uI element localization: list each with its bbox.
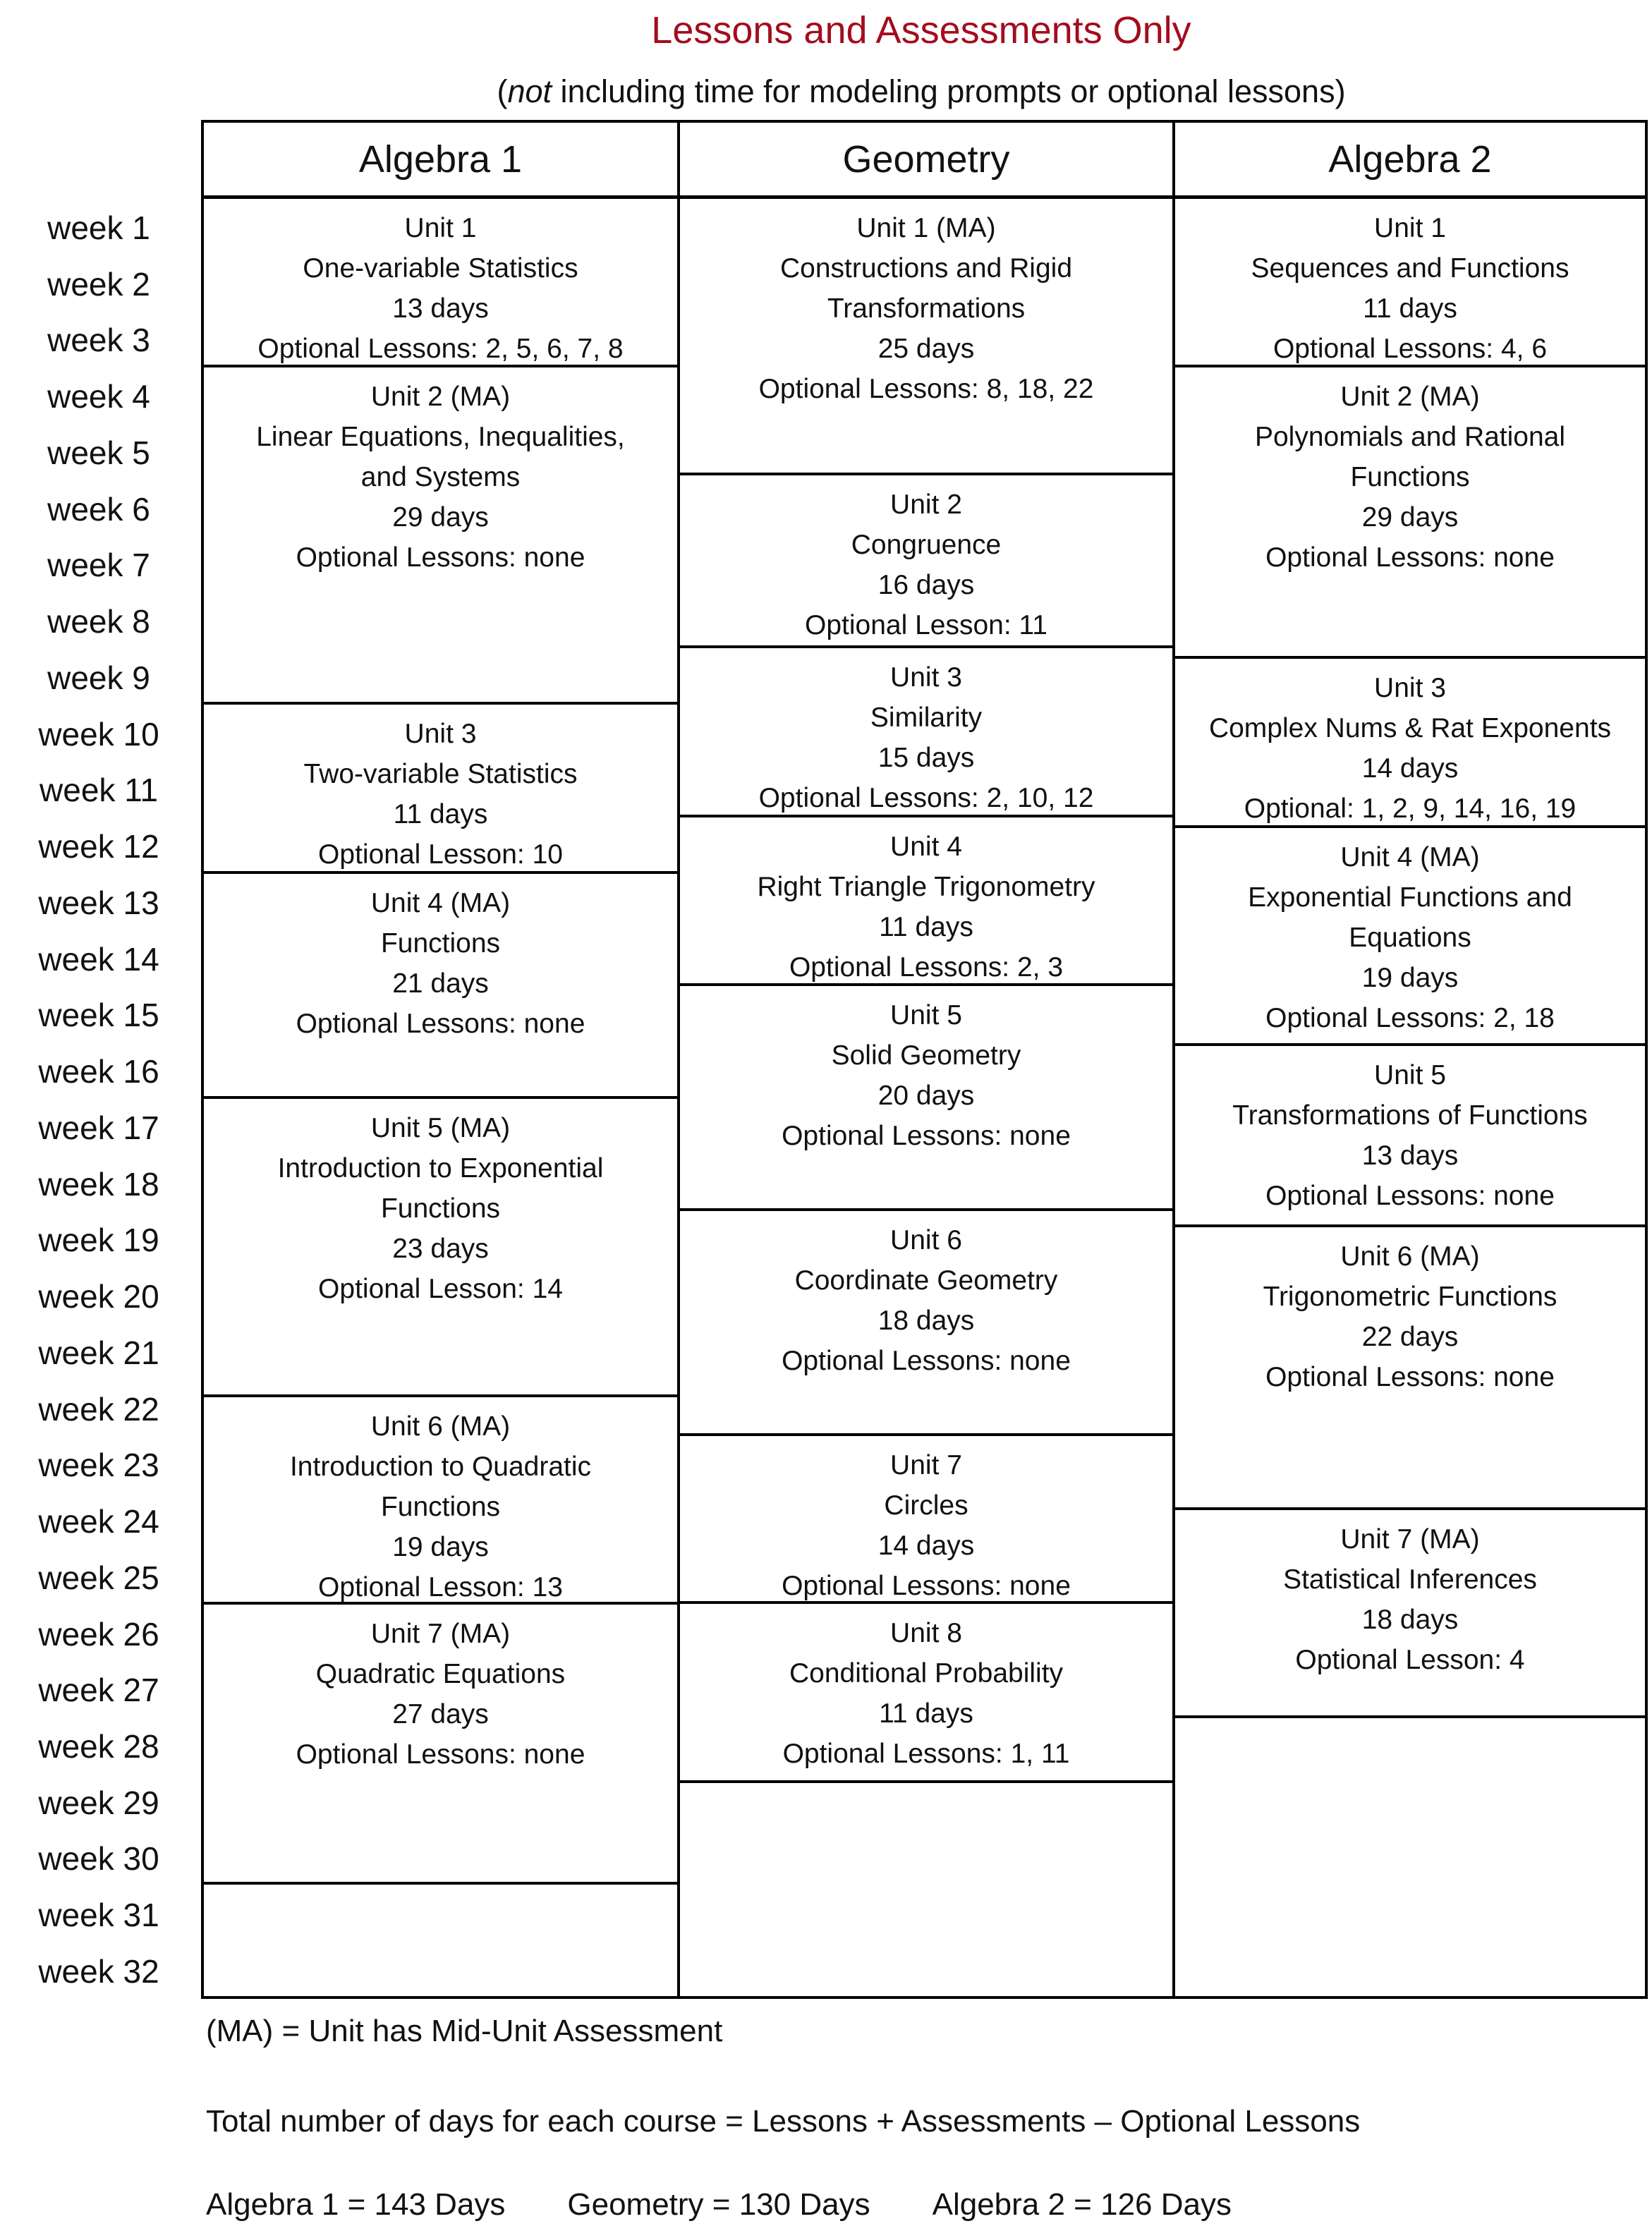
unit-cell-algebra-2-7 — [1175, 1510, 1645, 1718]
week-label-5: week 5 — [47, 434, 150, 471]
week-label-column — [7, 0, 190, 2045]
unit-line: Optional Lessons: none — [296, 1739, 585, 1770]
unit-cell-geometry-2 — [680, 475, 1172, 648]
unit-line: 21 days — [392, 968, 489, 999]
week-label-26: week 26 — [38, 1615, 159, 1653]
unit-line: Unit 6 (MA) — [370, 1411, 511, 1442]
unit-line: Quadratic Equations — [315, 1659, 566, 1689]
unit-cell-algebra-1-6 — [204, 1397, 677, 1605]
unit-line: Unit 2 (MA) — [370, 382, 511, 412]
unit-line: Circles — [884, 1490, 968, 1521]
week-label-9: week 9 — [47, 659, 150, 696]
course-column-algebra-2 — [1172, 120, 1648, 1999]
unit-cell-algebra-2-3 — [1175, 659, 1645, 828]
unit-line: Congruence — [851, 530, 1002, 560]
unit-line: Constructions and Rigid — [779, 253, 1073, 284]
week-label-24: week 24 — [38, 1503, 159, 1540]
subtitle-rest: including time for modeling prompts or optional lessons) — [552, 73, 1346, 109]
footnote-ma-legend: (MA) = Unit has Mid-Unit Assessment — [206, 2014, 723, 2048]
unit-cell-algebra-2-1 — [1175, 199, 1645, 367]
unit-line: Unit 2 (MA) — [1340, 382, 1480, 412]
week-label-23: week 23 — [38, 1447, 159, 1484]
unit-line: 29 days — [1361, 502, 1459, 533]
unit-line: Unit 5 (MA) — [370, 1113, 511, 1143]
unit-line: Introduction to Quadratic — [289, 1452, 592, 1482]
unit-cell-algebra-2-6 — [1175, 1227, 1645, 1510]
week-label-6: week 6 — [47, 490, 150, 528]
week-label-16: week 16 — [38, 1053, 159, 1090]
unit-line: Unit 7 — [890, 1450, 962, 1480]
unit-line: 27 days — [392, 1699, 489, 1729]
unit-line: Functions — [380, 1193, 501, 1224]
week-label-30: week 30 — [38, 1840, 159, 1878]
column-header-algebra-1: Algebra 1 — [204, 123, 677, 199]
week-label-19: week 19 — [38, 1222, 159, 1259]
unit-cell-algebra-2-2 — [1175, 367, 1645, 659]
unit-cell-algebra-1-2 — [204, 367, 677, 705]
unit-line: Optional Lesson: 4 — [1295, 1645, 1525, 1675]
unit-line: Optional Lessons: 2, 3 — [789, 952, 1064, 983]
unit-line: Unit 1 (MA) — [856, 213, 996, 243]
unit-line: Optional Lessons: 1, 11 — [782, 1739, 1070, 1769]
unit-line: Equations — [1349, 923, 1471, 953]
week-label-2: week 2 — [47, 265, 150, 303]
unit-line: Functions — [1350, 462, 1470, 492]
unit-line: Transformations of Functions — [1232, 1100, 1588, 1131]
unit-line: Unit 8 — [890, 1618, 962, 1648]
week-label-15: week 15 — [38, 997, 159, 1034]
course-column-geometry — [677, 120, 1175, 1999]
unit-line: 16 days — [877, 570, 975, 600]
unit-line: Functions — [380, 1492, 501, 1522]
unit-line: Unit 4 — [890, 832, 962, 862]
unit-line: Optional Lessons: none — [782, 1121, 1071, 1151]
unit-cell-geometry-3 — [680, 648, 1172, 817]
unit-cell-algebra-1-4 — [204, 874, 677, 1099]
unit-cell-geometry-4 — [680, 817, 1172, 986]
unit-line: 11 days — [879, 912, 973, 942]
unit-line: Right Triangle Trigonometry — [757, 872, 1095, 902]
unit-cell-algebra-2-5 — [1175, 1046, 1645, 1227]
unit-line: 14 days — [877, 1531, 975, 1561]
week-label-17: week 17 — [38, 1109, 159, 1146]
course-total-1: Algebra 1 = 143 Days — [206, 2187, 506, 2222]
week-label-28: week 28 — [38, 1727, 159, 1765]
unit-line: Unit 3 — [1374, 673, 1446, 703]
unit-line: Optional Lessons: none — [1265, 542, 1555, 573]
unit-line: Unit 1 — [404, 213, 477, 243]
week-label-3: week 3 — [47, 322, 150, 359]
unit-cell-algebra-2-4 — [1175, 828, 1645, 1046]
unit-line: Unit 7 (MA) — [370, 1619, 511, 1649]
unit-line: Conditional Probability — [789, 1658, 1064, 1689]
week-label-18: week 18 — [38, 1165, 159, 1203]
course-total-2: Geometry = 130 Days — [567, 2187, 870, 2222]
course-total-3: Algebra 2 = 126 Days — [932, 2187, 1232, 2222]
unit-cell-geometry-1 — [680, 199, 1172, 475]
unit-line: Unit 3 — [404, 719, 477, 749]
unit-line: Optional Lesson: 10 — [318, 839, 563, 870]
footnote-total-formula: Total number of days for each course = Lessons + Assessments – Optional Lessons — [206, 2104, 1361, 2139]
subtitle-open: ( — [497, 73, 508, 109]
week-label-13: week 13 — [38, 884, 159, 921]
column-header-geometry: Geometry — [680, 123, 1172, 199]
unit-line: Polynomials and Rational — [1254, 422, 1566, 452]
course-column-algebra-1 — [201, 120, 680, 1999]
unit-cell-algebra-1-3 — [204, 705, 677, 874]
week-label-4: week 4 — [47, 378, 150, 415]
unit-line: 22 days — [1361, 1322, 1459, 1352]
unit-line: Unit 3 — [890, 662, 962, 693]
unit-line: Optional Lessons: 2, 5, 6, 7, 8 — [257, 334, 624, 364]
unit-line: Optional Lesson: 13 — [318, 1572, 563, 1603]
unit-line: Unit 2 — [890, 489, 962, 520]
unit-line: Trigonometric Functions — [1263, 1282, 1557, 1312]
page-title: Lessons and Assessments Only — [651, 9, 1191, 51]
week-label-12: week 12 — [38, 828, 159, 865]
unit-line: Complex Nums & Rat Exponents — [1208, 713, 1612, 743]
unit-line: One-variable Statistics — [303, 253, 578, 284]
page-subtitle — [190, 71, 1652, 113]
unit-line: Unit 5 — [1374, 1060, 1446, 1090]
week-label-7: week 7 — [47, 547, 150, 584]
unit-line: Optional Lessons: none — [782, 1571, 1071, 1601]
unit-line: 20 days — [877, 1081, 975, 1111]
unit-line: 19 days — [392, 1532, 489, 1562]
unit-line: and Systems — [360, 462, 521, 492]
unit-line: Optional Lessons: none — [296, 1009, 585, 1039]
unit-line: Optional: 1, 2, 9, 14, 16, 19 — [1244, 793, 1577, 824]
unit-line: Introduction to Exponential — [277, 1153, 604, 1184]
unit-line: Optional Lessons: none — [1265, 1362, 1555, 1392]
unit-line: 23 days — [392, 1234, 489, 1264]
unit-line: Unit 7 (MA) — [1340, 1524, 1480, 1555]
unit-line: 15 days — [877, 743, 975, 773]
empty-cell-algebra-2 — [1175, 1718, 1645, 1996]
unit-line: 18 days — [1361, 1605, 1459, 1635]
unit-line: 11 days — [393, 799, 488, 829]
unit-cell-geometry-7 — [680, 1436, 1172, 1604]
week-label-10: week 10 — [38, 715, 159, 753]
column-header-algebra-2: Algebra 2 — [1175, 123, 1645, 199]
unit-line: Sequences and Functions — [1251, 253, 1569, 284]
unit-line: Solid Geometry — [831, 1040, 1021, 1071]
week-label-1: week 1 — [47, 209, 150, 246]
week-label-8: week 8 — [47, 603, 150, 640]
week-label-31: week 31 — [38, 1897, 159, 1934]
unit-line: Linear Equations, Inequalities, — [256, 422, 625, 452]
empty-cell-algebra-1 — [204, 1885, 677, 1996]
unit-line: Unit 1 — [1374, 213, 1446, 243]
week-label-27: week 27 — [38, 1672, 159, 1709]
week-label-22: week 22 — [38, 1390, 159, 1428]
unit-line: Optional Lesson: 14 — [318, 1274, 563, 1304]
unit-line: Unit 4 (MA) — [1340, 842, 1480, 872]
week-label-11: week 11 — [40, 772, 158, 809]
unit-line: 13 days — [1361, 1141, 1459, 1171]
unit-cell-algebra-1-5 — [204, 1099, 677, 1397]
unit-line: Unit 6 (MA) — [1340, 1241, 1480, 1272]
unit-line: Similarity — [870, 703, 983, 733]
unit-line: Optional Lessons: 2, 18 — [1265, 1003, 1555, 1033]
unit-line: Optional Lessons: 4, 6 — [1273, 334, 1548, 364]
unit-cell-algebra-1-7 — [204, 1605, 677, 1885]
subtitle-emphasis: not — [507, 73, 552, 109]
unit-line: 14 days — [1361, 753, 1459, 784]
unit-line: Unit 4 (MA) — [370, 888, 511, 918]
unit-line: Unit 6 — [890, 1225, 962, 1255]
empty-cell-geometry — [680, 1783, 1172, 1996]
week-label-20: week 20 — [38, 1278, 159, 1315]
unit-line: 11 days — [879, 1698, 973, 1729]
unit-cell-geometry-6 — [680, 1211, 1172, 1436]
unit-cell-geometry-8 — [680, 1604, 1172, 1783]
unit-line: Optional Lessons: 8, 18, 22 — [758, 374, 1094, 404]
unit-line: 29 days — [392, 502, 489, 533]
unit-line: Optional Lessons: none — [782, 1346, 1071, 1376]
unit-line: Optional Lessons: none — [1265, 1181, 1555, 1211]
unit-line: 11 days — [1363, 293, 1457, 324]
unit-line: Two-variable Statistics — [303, 759, 578, 789]
week-label-14: week 14 — [38, 940, 159, 978]
unit-line: 25 days — [877, 334, 975, 364]
unit-line: Unit 5 — [890, 1000, 962, 1030]
unit-line: Statistical Inferences — [1283, 1564, 1537, 1595]
unit-line: Optional Lessons: none — [296, 542, 585, 573]
week-label-25: week 25 — [38, 1559, 159, 1596]
footnote-course-totals — [206, 2185, 1294, 2225]
week-label-32: week 32 — [38, 1952, 159, 1990]
unit-line: 13 days — [392, 293, 489, 324]
unit-line: 18 days — [877, 1306, 975, 1336]
unit-line: Transformations — [827, 293, 1026, 324]
unit-cell-geometry-5 — [680, 986, 1172, 1211]
unit-line: Coordinate Geometry — [794, 1265, 1058, 1296]
unit-cell-algebra-1-1 — [204, 199, 677, 367]
unit-line: Exponential Functions and — [1248, 882, 1572, 913]
week-label-29: week 29 — [38, 1784, 159, 1821]
unit-line: Functions — [380, 928, 501, 959]
unit-line: 19 days — [1361, 963, 1459, 993]
unit-line: Optional Lessons: 2, 10, 12 — [758, 783, 1094, 813]
unit-line: Optional Lesson: 11 — [804, 610, 1047, 640]
week-label-21: week 21 — [38, 1334, 159, 1371]
